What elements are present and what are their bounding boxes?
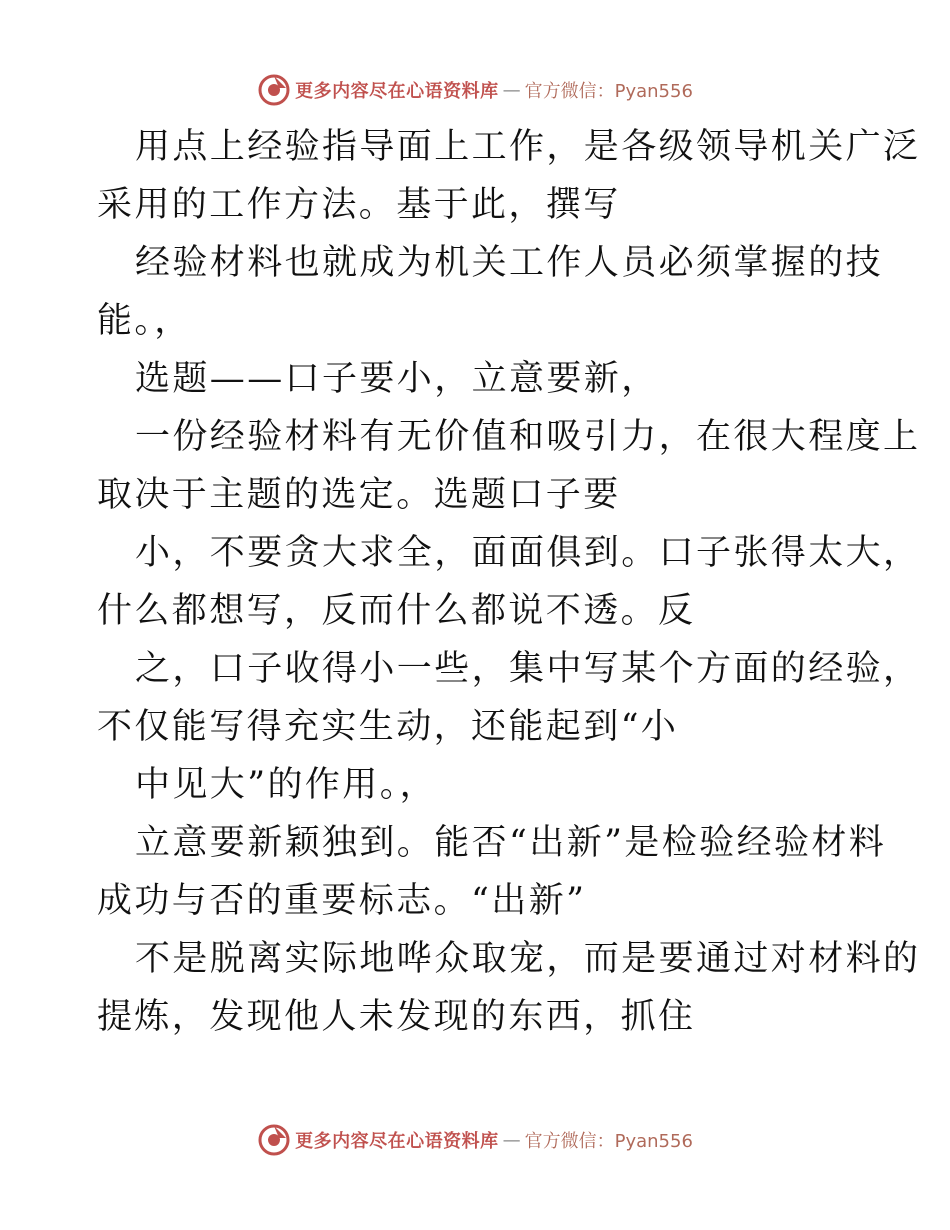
paragraph-9 — [97, 930, 921, 1046]
document-body — [97, 118, 921, 1046]
paragraph-line: 小，不要贪大求全，面面俱到。口子张得太大， — [135, 533, 921, 573]
brand-logo-icon — [257, 73, 291, 107]
paragraph-line: 之，口子收得小一些，集中写某个方面的经验， — [135, 649, 921, 689]
brand-logo-icon — [257, 1123, 291, 1157]
header-brand-text: 更多内容尽在心语资料库 — [295, 81, 499, 102]
section-heading — [97, 350, 857, 408]
paragraph-line: 不是脱离实际地哗众取宠，而是要通过对材料的 — [135, 939, 921, 979]
paragraph-line: 采用的工作方法。基于此，撰写 — [97, 185, 621, 225]
paragraph-line: 立意要新颖独到。能否“出新”是检验经验材料 — [135, 823, 887, 863]
paragraph-8 — [97, 814, 887, 930]
paragraph-line: 什么都想写，反而什么都说不透。反 — [97, 591, 696, 631]
footer-brand-text: 更多内容尽在心语资料库 — [295, 1131, 499, 1152]
header-banner — [0, 70, 950, 110]
paragraph-line: 一份经验材料有无价值和吸引力，在很大程度上 — [135, 417, 921, 457]
header-wechat-text: 官方微信：Pyan556 — [524, 81, 693, 102]
paragraph-line: 能。， — [97, 301, 192, 341]
paragraph-line: 中见大”的作用。， — [135, 765, 437, 805]
paragraph-4 — [97, 408, 921, 524]
paragraph-2 — [97, 234, 884, 350]
paragraph-line: 取决于主题的选定。选题口子要 — [97, 475, 621, 515]
paragraph-6 — [97, 640, 921, 756]
footer-banner — [0, 1120, 950, 1160]
paragraph-line: 成功与否的重要标志。“出新” — [97, 881, 587, 921]
paragraph-line: 选题——口子要小，立意要新， — [135, 359, 659, 399]
paragraph-line: 用点上经验指导面上工作，是各级领导机关广泛 — [135, 127, 921, 167]
paragraph-1 — [97, 118, 921, 234]
paragraph-7 — [97, 756, 857, 814]
footer-separator: — — [502, 1129, 521, 1151]
header-separator: — — [502, 79, 521, 101]
paragraph-line: 经验材料也就成为机关工作人员必须掌握的技 — [135, 243, 884, 283]
paragraph-line: 不仅能写得充实生动，还能起到“小 — [97, 707, 679, 747]
footer-wechat-text: 官方微信：Pyan556 — [524, 1131, 693, 1152]
paragraph-line: 提炼，发现他人未发现的东西，抓住 — [97, 997, 696, 1037]
paragraph-5 — [97, 524, 921, 640]
